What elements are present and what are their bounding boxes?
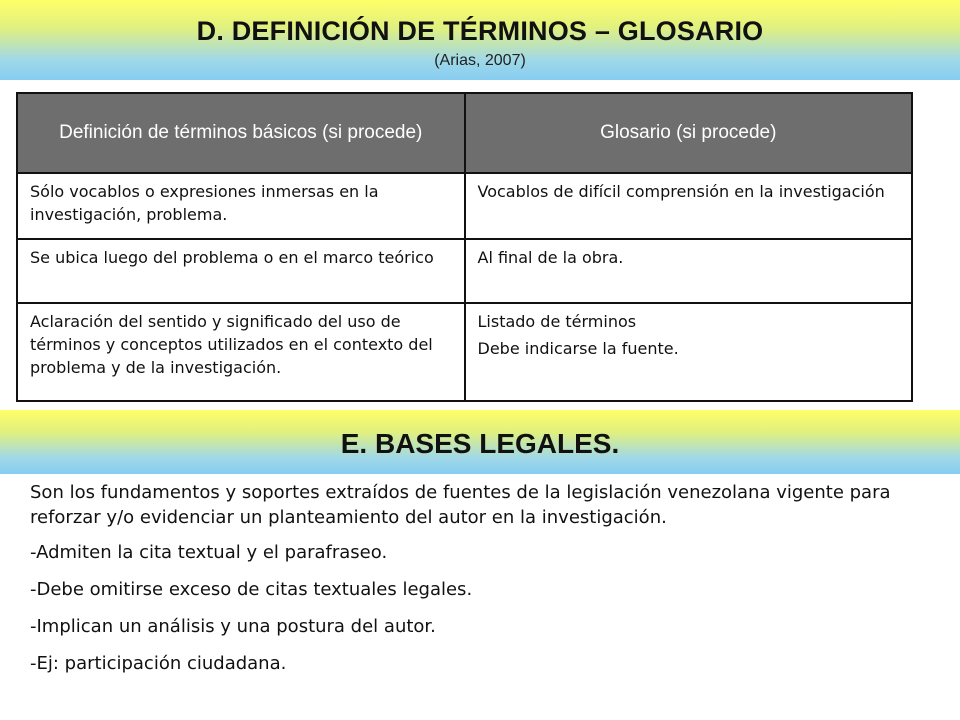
cell-text: Al final de la obra. <box>477 248 624 267</box>
table-cell <box>465 303 913 401</box>
list-item: -Implican un análisis y una postura del autor. <box>30 616 436 637</box>
table-row <box>17 239 912 303</box>
comparison-table <box>16 92 913 402</box>
cell-text: Aclaración del sentido y significado del uso de términos y conceptos utilizados en el contexto del problema y de la investigación. <box>30 312 433 377</box>
legal-bases-intro: Son los fundamentos y soportes extraídos de fuentes de la legislación venezolana vigente para reforzar y/o evidenciar un planteamiento del autor en la investigación. <box>30 482 891 528</box>
cell-text: Vocablos de difícil comprensión en la investigación <box>477 182 885 201</box>
column-header-glosario: Glosario (si procede) <box>465 93 913 173</box>
table-cell <box>465 239 913 303</box>
legal-bases-body <box>30 480 935 688</box>
table-header-row <box>17 93 912 173</box>
section-e-title: E. BASES LEGALES. <box>340 428 620 459</box>
cell-text: Sólo vocablos o expresiones inmersas en la investigación, problema. <box>30 182 379 224</box>
cell-text: Se ubica luego del problema o en el marco teórico <box>30 248 434 267</box>
column-header-definicion: Definición de términos básicos (si procede) <box>17 93 465 173</box>
section-d-citation: (Arias, 2007) <box>434 52 526 69</box>
cell-text: Listado de términos <box>477 312 637 331</box>
section-d-title: D. DEFINICIÓN DE TÉRMINOS – GLOSARIO <box>196 16 764 46</box>
table-cell <box>465 173 913 239</box>
table-row <box>17 173 912 239</box>
table-cell <box>17 303 465 401</box>
list-item: -Ej: participación ciudadana. <box>30 653 287 674</box>
table-cell <box>17 173 465 239</box>
cell-text: Debe indicarse la fuente. <box>477 339 679 358</box>
table-row <box>17 303 912 401</box>
table-cell <box>17 239 465 303</box>
list-item: -Admiten la cita textual y el parafraseo. <box>30 542 388 563</box>
list-item: -Debe omitirse exceso de citas textuales legales. <box>30 579 473 600</box>
